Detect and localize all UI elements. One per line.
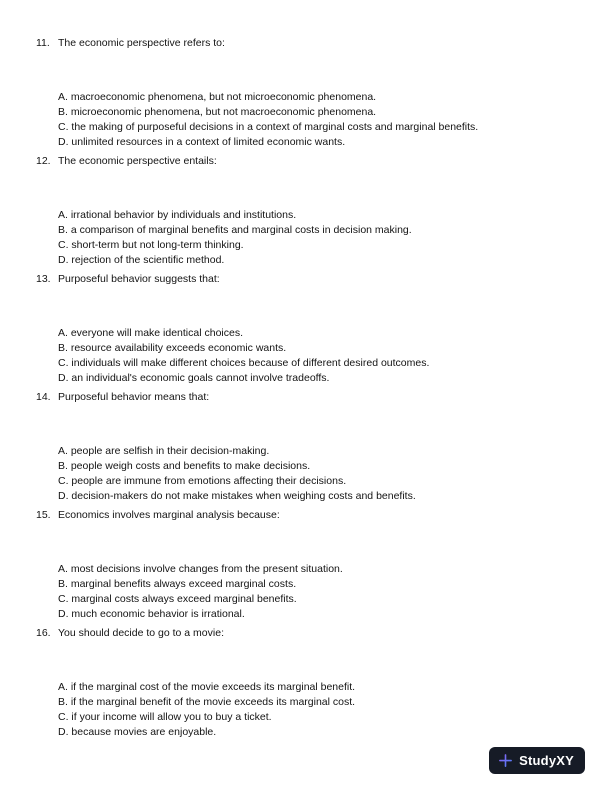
answer-option: A. everyone will make identical choices. <box>58 327 244 339</box>
options-list <box>58 562 584 622</box>
answer-option: C. the making of purposeful decisions in a context of marginal costs and marginal benefits. <box>58 121 479 133</box>
answer-option: D. rejection of the scientific method. <box>58 254 225 266</box>
plus-icon <box>498 753 513 768</box>
options-list <box>58 208 584 268</box>
answer-option: A. most decisions involve changes from the present situation. <box>58 563 343 575</box>
question-block <box>36 626 584 740</box>
question-number: 14. <box>36 391 51 403</box>
answer-option: A. people are selfish in their decision-making. <box>58 445 270 457</box>
answer-option: C. marginal costs always exceed marginal benefits. <box>58 593 297 605</box>
question-block <box>36 390 584 504</box>
answer-option: D. an individual's economic goals cannot involve tradeoffs. <box>58 372 330 384</box>
answer-option: B. marginal benefits always exceed marginal costs. <box>58 578 297 590</box>
answer-option: C. short-term but not long-term thinking. <box>58 239 244 251</box>
question-text: The economic perspective refers to: <box>58 37 225 49</box>
question-block <box>36 36 584 150</box>
question-number: 11. <box>36 37 50 49</box>
answer-option: B. people weigh costs and benefits to make decisions. <box>58 460 311 472</box>
brand-name: StudyXY <box>519 753 574 768</box>
answer-option: A. irrational behavior by individuals and institutions. <box>58 209 297 221</box>
answer-option: B. a comparison of marginal benefits and marginal costs in decision making. <box>58 224 412 236</box>
question-text: Purposeful behavior suggests that: <box>58 273 220 285</box>
studyxy-logo-badge <box>489 747 585 774</box>
options-list <box>58 326 584 386</box>
options-list <box>58 680 584 740</box>
answer-option: B. microeconomic phenomena, but not macroeconomic phenomena. <box>58 106 377 118</box>
answer-option: C. if your income will allow you to buy a ticket. <box>58 711 272 723</box>
answer-option: B. resource availability exceeds economic wants. <box>58 342 287 354</box>
answer-option: D. because movies are enjoyable. <box>58 726 217 738</box>
question-block <box>36 154 584 268</box>
answer-option: D. decision-makers do not make mistakes when weighing costs and benefits. <box>58 490 416 502</box>
question-text: You should decide to go to a movie: <box>58 627 224 639</box>
options-list <box>58 90 584 150</box>
question-text: The economic perspective entails: <box>58 155 217 167</box>
question-text: Economics involves marginal analysis because: <box>58 509 280 521</box>
question-number: 12. <box>36 155 51 167</box>
answer-option: C. individuals will make different choices because of different desired outcomes. <box>58 357 430 369</box>
question-number: 15. <box>36 509 51 521</box>
answer-option: B. if the marginal benefit of the movie exceeds its marginal cost. <box>58 696 356 708</box>
options-list <box>58 444 584 504</box>
answer-option: C. people are immune from emotions affecting their decisions. <box>58 475 347 487</box>
question-block <box>36 508 584 622</box>
answer-option: D. much economic behavior is irrational. <box>58 608 245 620</box>
answer-option: A. if the marginal cost of the movie exceeds its marginal benefit. <box>58 681 356 693</box>
question-number: 13. <box>36 273 51 285</box>
question-text: Purposeful behavior means that: <box>58 391 210 403</box>
answer-option: D. unlimited resources in a context of limited economic wants. <box>58 136 346 148</box>
answer-option: A. macroeconomic phenomena, but not microeconomic phenomena. <box>58 91 377 103</box>
question-number: 16. <box>36 627 51 639</box>
question-block <box>36 272 584 386</box>
